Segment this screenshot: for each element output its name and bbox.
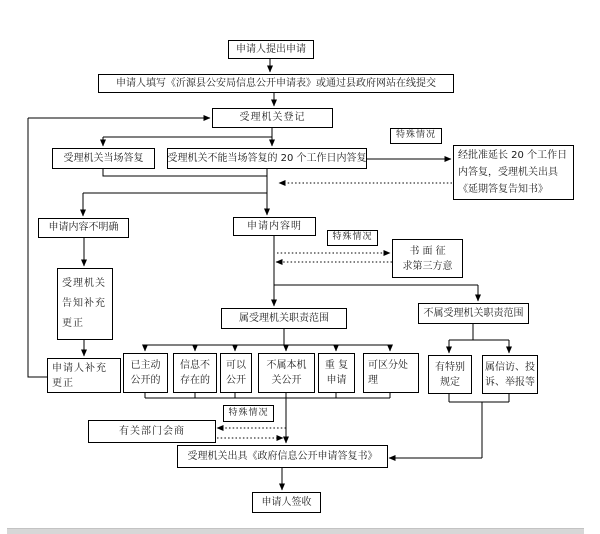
node-third-party-written-opinion: 书 面 征 求第三方意: [392, 239, 463, 278]
node-special-provisions: 有特别 规定: [428, 355, 472, 394]
node-not-this-authority: 不属本机 关公开: [258, 353, 315, 393]
node-can-disclose: 可以 公开: [220, 353, 252, 393]
node-fill-application-form: 申请人填写《沂源县公安局信息公开申请表》或通过县政府网站在线提交: [98, 74, 454, 93]
node-info-not-exist: 信息不 存在的: [173, 353, 217, 393]
node-separable-handling: 可区分处 理: [363, 353, 419, 393]
horizontal-scrollbar[interactable]: [7, 528, 584, 534]
node-applicant-supplement-correct: 申请人补充 更正: [47, 358, 121, 393]
node-special-case-middle: 特殊情况: [327, 230, 378, 246]
node-applicant-sign-receipt: 申请人签收: [252, 492, 321, 513]
node-department-consultation: 有关部门会商: [88, 420, 216, 443]
node-repeated-application: 重 复 申请: [318, 353, 355, 393]
node-content-clear: 申请内容明: [233, 217, 316, 236]
node-content-unclear: 申请内容不明确: [38, 218, 129, 238]
node-onspot-reply: 受理机关当场答复: [52, 148, 155, 169]
node-within-scope: 属受理机关职责范围: [221, 308, 347, 329]
node-issue-reply-document: 受理机关出具《政府信息公开申请答复书》: [177, 445, 388, 468]
node-reply-within-20-days: 受理机关不能当场答复的 20 个工作日内答复: [167, 148, 367, 169]
node-applicant-submit: 申请人提出申请: [228, 40, 314, 59]
node-outside-scope: 不属受理机关职责范围: [418, 303, 529, 324]
node-extended-reply-notice: 经批准延长 20 个工作日 内答复，受理机关出具 《延期答复告知书》: [453, 145, 574, 200]
node-already-disclosed: 已主动 公开的: [123, 353, 168, 393]
node-registration: 受理机关登记: [212, 108, 333, 128]
node-special-case-top: 特殊情况: [390, 128, 442, 144]
node-petition-complaint-report: 属信访、投 诉、举报等: [482, 355, 538, 394]
node-special-case-bottom: 特殊情况: [223, 405, 274, 422]
node-notify-supplement-correct: 受理机关 告知补充 更正: [57, 268, 113, 340]
